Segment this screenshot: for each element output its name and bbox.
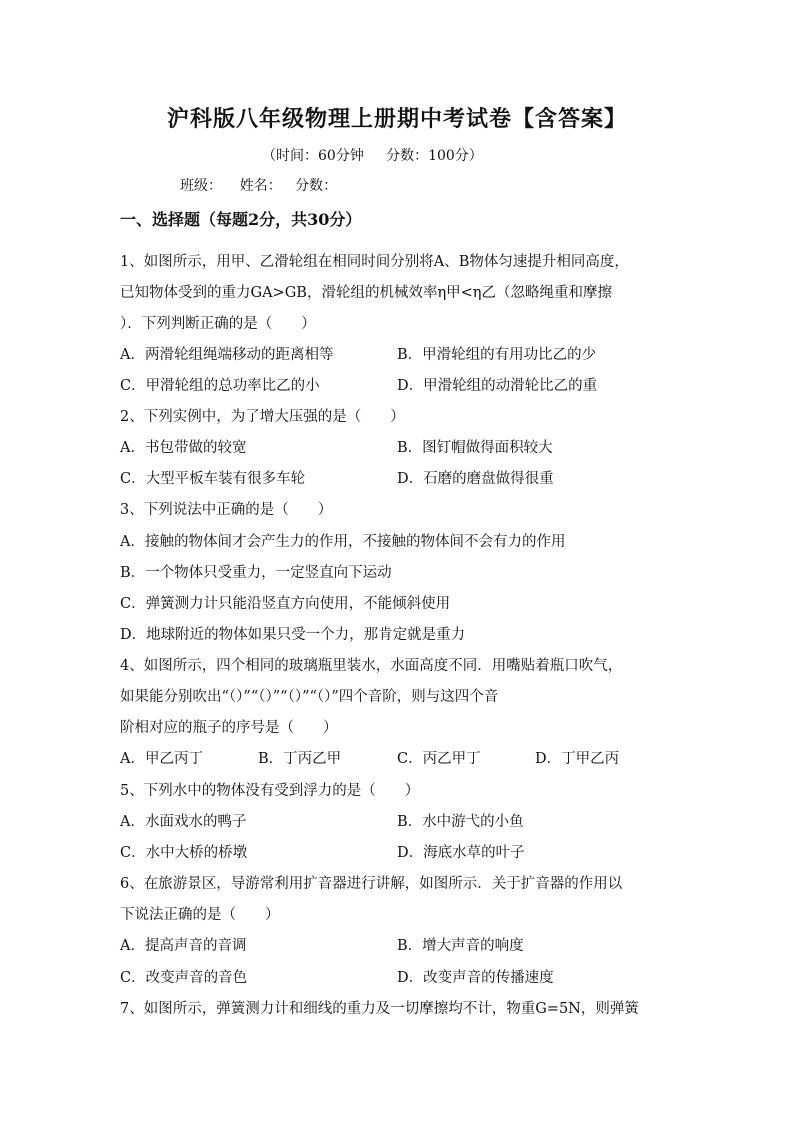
question-4-option-c: C．丙乙甲丁 <box>397 751 481 767</box>
question-3-option-d: D．地球附近的物体如果只受一个力，那肯定就是重力 <box>120 627 466 643</box>
question-3-option-a: A．接触的物体间才会产生力的作用，不接触的物体间不会有力的作用 <box>120 534 566 550</box>
exam-meta: （时间：60分钟 分数：100分） <box>262 148 483 164</box>
question-6-option-c: C．改变声音的音色 <box>120 970 248 986</box>
question-5-option-a: A．水面戏水的鸭子 <box>120 814 247 830</box>
question-7-line-1: 7、如图所示，弹簧测力计和细线的重力及一切摩擦均不计，物重G=5N，则弹簧 <box>120 1001 639 1017</box>
question-6-option-b: B．增大声音的响度 <box>397 938 524 954</box>
question-4-option-a: A．甲乙丙丁 <box>120 751 203 767</box>
question-5-option-d: D．海底水草的叶子 <box>397 845 525 861</box>
question-2-option-b: B．图钉帽做得面积较大 <box>397 440 553 456</box>
question-2-option-c: C．大型平板车装有很多车轮 <box>120 471 306 487</box>
question-1-option-b: B．甲滑轮组的有用功比乙的少 <box>397 347 597 363</box>
question-6-option-d: D．改变声音的传播速度 <box>397 970 554 986</box>
question-4-option-b: B．丁丙乙甲 <box>258 751 342 767</box>
question-2-line-1: 2、下列实例中，为了增大压强的是（ ） <box>120 409 405 425</box>
question-5-line-1: 5、下列水中的物体没有受到浮力的是（ ） <box>120 783 420 799</box>
page-title: 沪科版八年级物理上册期中考试卷【含答案】 <box>166 106 627 132</box>
question-3-option-c: C．弹簧测力计只能沿竖直方向使用，不能倾斜使用 <box>120 596 451 612</box>
question-1-line-1: 1、如图所示，用甲、乙滑轮组在相同时间分别将A、B物体匀速提升相同高度， <box>120 254 629 270</box>
question-4-line-2: 如果能分别吹出“（）”“（）”“（）”“（）”四个音阶，则与这四个音 <box>120 689 499 705</box>
section-heading: 一、选择题（每题2分，共30分） <box>120 210 362 229</box>
student-info: 班级： 姓名： 分数： <box>180 178 338 194</box>
question-6-line-1: 6、在旅游景区，导游常利用扩音器进行讲解，如图所示．关于扩音器的作用以 <box>120 876 623 892</box>
question-1-line-2: 已知物体受到的重力GA>GB，滑轮组的机械效率η甲<η乙（忽略绳重和摩擦 <box>120 285 612 301</box>
question-6-option-a: A．提高声音的音调 <box>120 938 247 954</box>
question-6-line-2: 下说法正确的是（ ） <box>120 907 280 923</box>
question-1-option-d: D．甲滑轮组的动滑轮比乙的重 <box>397 378 598 394</box>
question-1-option-a: A．两滑轮组绳端移动的距离相等 <box>120 347 334 363</box>
question-5-option-b: B．水中游弋的小鱼 <box>397 814 524 830</box>
question-2-option-a: A．书包带做的较宽 <box>120 440 247 456</box>
question-3-option-b: B．一个物体只受重力，一定竖直向下运动 <box>120 565 392 581</box>
question-1-option-c: C．甲滑轮组的总功率比乙的小 <box>120 378 320 394</box>
question-5-option-c: C．水中大桥的桥墩 <box>120 845 248 861</box>
question-4-option-d: D．丁甲乙丙 <box>535 751 620 767</box>
question-4-line-3: 阶相对应的瓶子的序号是（ ） <box>120 720 338 736</box>
question-3-line-1: 3、下列说法中正确的是（ ） <box>120 502 333 518</box>
question-2-option-d: D．石磨的磨盘做得很重 <box>397 471 554 487</box>
question-1-line-3: ）．下列判断正确的是（ ） <box>120 316 316 332</box>
question-4-line-1: 4、如图所示，四个相同的玻璃瓶里装水，水面高度不同．用嘴贴着瓶口吹气， <box>120 658 623 674</box>
